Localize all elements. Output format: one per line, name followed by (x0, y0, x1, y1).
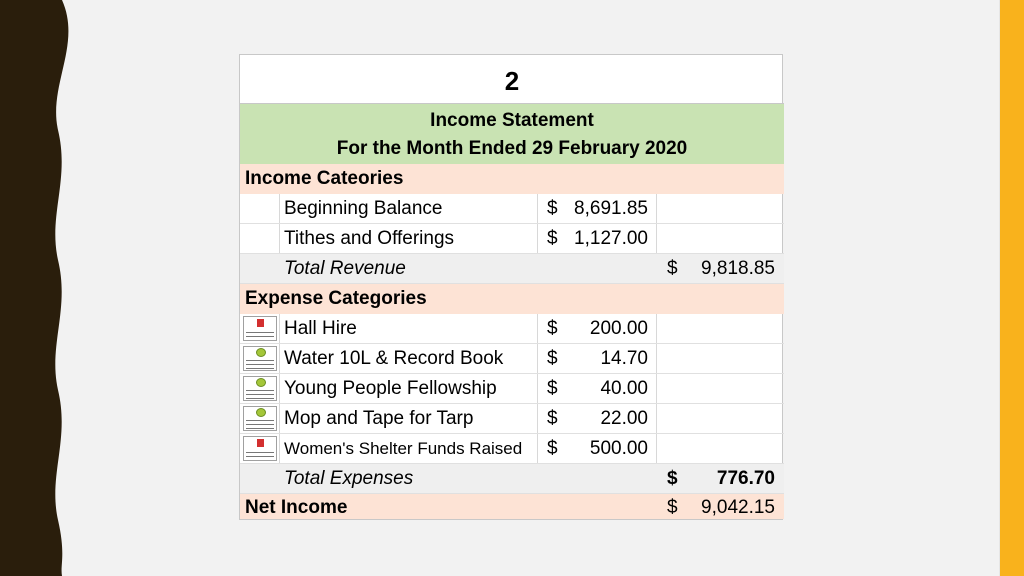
table-row (240, 314, 784, 344)
row-label: Beginning Balance (280, 194, 538, 223)
total-cell (657, 344, 784, 373)
total-cell (657, 224, 784, 253)
table-row (240, 224, 784, 254)
amount-cell (538, 224, 657, 253)
total-cell (657, 434, 784, 463)
row-label: Mop and Tape for Tarp (280, 404, 538, 433)
net-income-value: 9,042.15 (701, 497, 775, 518)
expense-section-heading: Expense Categories (240, 284, 784, 314)
total-cell (657, 374, 784, 403)
total-revenue-cell (657, 254, 784, 283)
table-row (240, 194, 784, 224)
table-row (240, 374, 784, 404)
currency-symbol: $ (547, 228, 558, 249)
amount-cell (538, 434, 657, 463)
currency-symbol: $ (667, 497, 678, 518)
total-cell (657, 194, 784, 223)
amount-value: 200.00 (589, 318, 648, 339)
accent-bar (1000, 0, 1024, 576)
net-income-row (240, 494, 784, 519)
amount-value: 1,127.00 (574, 228, 648, 249)
amount-value: 40.00 (600, 378, 648, 399)
currency-symbol: $ (547, 318, 558, 339)
currency-symbol: $ (547, 408, 558, 429)
currency-symbol: $ (547, 378, 558, 399)
amount-value: 22.00 (600, 408, 648, 429)
currency-symbol: $ (547, 198, 558, 219)
currency-symbol: $ (547, 438, 558, 459)
table-row (240, 434, 784, 464)
total-revenue-row (240, 254, 784, 284)
total-expenses-row (240, 464, 784, 494)
icon-cell (240, 374, 280, 403)
pdf-receipt-icon[interactable] (243, 316, 277, 341)
icon-cell (240, 194, 280, 223)
net-income-label: Net Income (245, 497, 348, 518)
amount-cell (538, 194, 657, 223)
icon-cell (240, 344, 280, 373)
row-label: Hall Hire (280, 314, 538, 343)
amount-cell (538, 374, 657, 403)
row-label: Tithes and Offerings (280, 224, 538, 253)
income-section-heading: Income Cateories (240, 164, 784, 194)
currency-symbol: $ (667, 258, 678, 279)
receipt-document-icon[interactable] (243, 346, 277, 371)
total-expenses-value: 776.70 (716, 468, 775, 489)
icon-cell (240, 434, 280, 463)
decorative-wave-border (0, 0, 80, 576)
receipt-document-icon[interactable] (243, 376, 277, 401)
icon-cell (240, 404, 280, 433)
icon-cell (240, 224, 280, 253)
net-income-cell (657, 494, 784, 519)
row-label: Water 10L & Record Book (280, 344, 538, 373)
row-label: Young People Fellowship (280, 374, 538, 403)
total-cell (657, 404, 784, 433)
amount-value: 14.70 (600, 348, 648, 369)
total-expenses-cell (657, 464, 784, 493)
income-statement-table (239, 54, 783, 520)
total-revenue-value: 9,818.85 (701, 258, 775, 279)
statement-period: For the Month Ended 29 February 2020 (240, 134, 784, 164)
statement-title: Income Statement (240, 104, 784, 134)
amount-cell (538, 314, 657, 343)
table-row (240, 404, 784, 434)
amount-cell (538, 344, 657, 373)
currency-symbol: $ (667, 468, 678, 489)
total-revenue-label: Total Revenue (284, 258, 406, 279)
amount-value: 8,691.85 (574, 198, 648, 219)
receipt-document-icon[interactable] (243, 406, 277, 431)
amount-value: 500.00 (589, 438, 648, 459)
total-expenses-label: Total Expenses (284, 468, 414, 489)
amount-cell (538, 404, 657, 433)
currency-symbol: $ (547, 348, 558, 369)
row-label: Women's Shelter Funds Raised (280, 434, 538, 463)
pdf-receipt-icon[interactable] (243, 436, 277, 461)
total-cell (657, 314, 784, 343)
icon-cell (240, 314, 280, 343)
table-row (240, 344, 784, 374)
page-number: 2 (240, 55, 784, 104)
